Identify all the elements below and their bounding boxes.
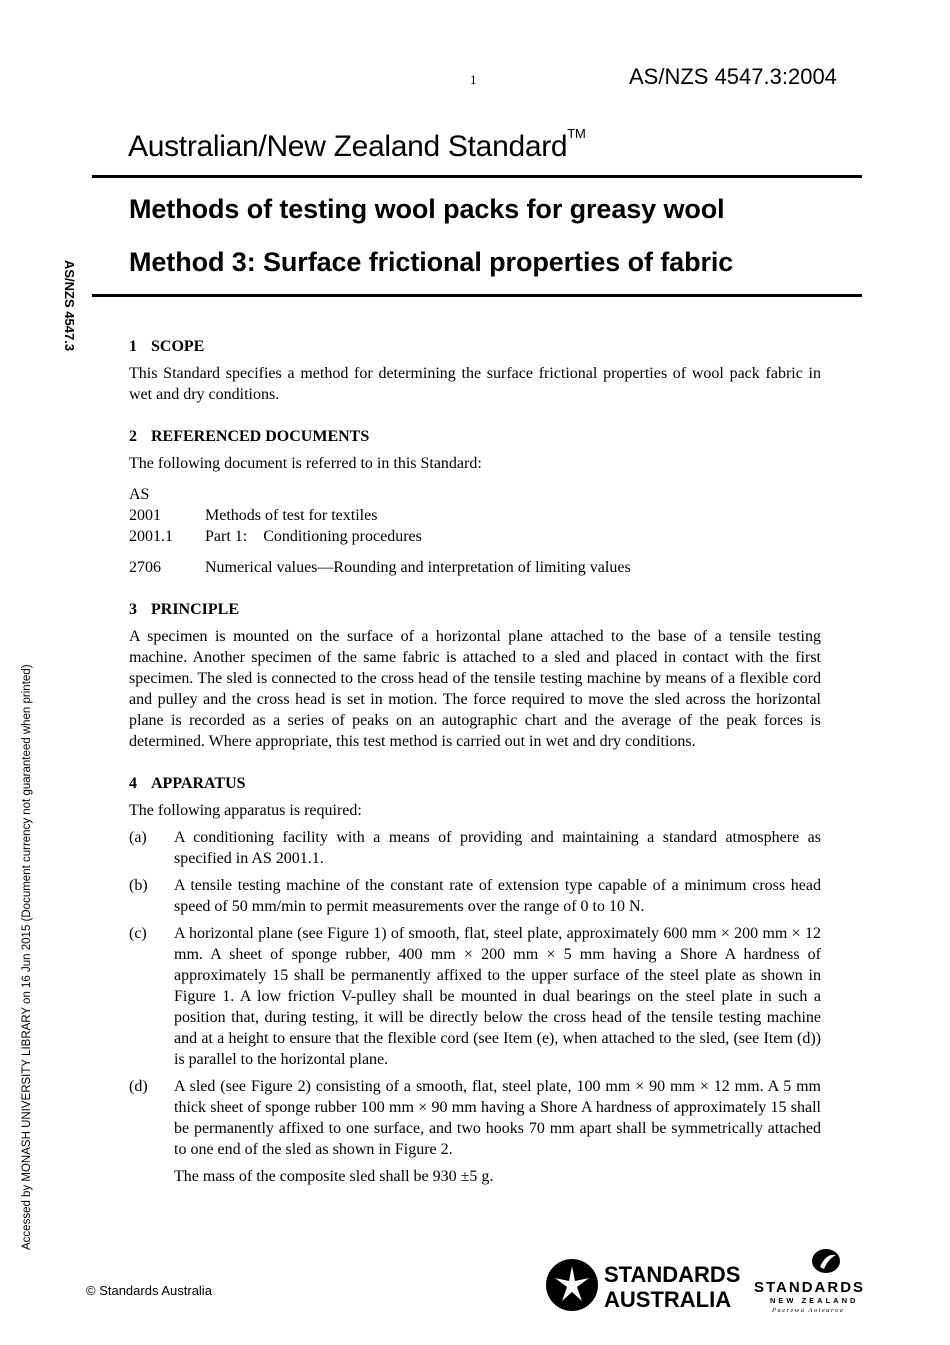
copyright-notice: © Standards Australia	[86, 1283, 212, 1298]
references-prefix: AS	[129, 486, 150, 503]
reference-item: 2001.1 Part 1: Conditioning procedures	[129, 528, 422, 545]
apparatus-item: (a) A conditioning facility with a means of providing and maintaining a standard atmosphere as specified in AS 2001.1.	[129, 829, 821, 867]
sa-logo-line1: STANDARDS	[604, 1262, 741, 1287]
page-number: 1	[470, 72, 477, 87]
section-heading-references: 2 REFERENCED DOCUMENTS	[129, 428, 370, 445]
trademark-mark: TM	[567, 126, 586, 141]
principle-text: A specimen is mounted on the surface of a horizontal plane attached to the base of a tensile testing machine. Another specimen of the same fabric is attached to a sled and placed in contact with the first specimen. The sled is connected to the cross head of the tensile testing machine by means of a flexible cord and pulley and the cross head is set in motion. The force required to move the sled across the horizontal plane is recorded as a series of peaks on an autographic chart and the average of the peak forces is determined. Where appropriate, this test method is carried out in wet and dry conditions.	[129, 628, 821, 750]
nz-logo-line2: NEW ZEALAND	[770, 1296, 859, 1305]
standards-australia-logo	[544, 1256, 744, 1314]
method-subtitle: Method 3: Surface frictional properties of fabric	[129, 247, 734, 277]
apparatus-intro: The following apparatus is required:	[129, 802, 362, 819]
nz-logo-line1: STANDARDS	[754, 1279, 866, 1296]
access-note: Accessed by MONASH UNIVERSITY LIBRARY on 16 Jun 2015 (Document currency not guaranteed when printed)	[21, 664, 33, 1250]
sled-mass-note: The mass of the composite sled shall be 930 ±5 g.	[174, 1168, 494, 1185]
section-heading-scope: 1 SCOPE	[129, 338, 205, 355]
bottom-rule	[92, 294, 862, 297]
margin-designation: AS/NZS 4547.3	[62, 260, 77, 352]
section-heading-principle: 3 PRINCIPLE	[129, 601, 240, 618]
apparatus-item: (b) A tensile testing machine of the constant rate of extension type capable of a minimum cross head speed of 50 mm/min to permit measurements over the range of 0 to 10 N.	[129, 877, 821, 915]
scope-text: This Standard specifies a method for determining the surface frictional properties of wool pack fabric in wet and dry conditions.	[129, 365, 821, 403]
reference-item: 2706 Numerical values—Rounding and interpretation of limiting values	[129, 559, 631, 576]
sa-logo-line2: AUSTRALIA	[604, 1287, 732, 1312]
section-heading-apparatus: 4 APPARATUS	[129, 775, 246, 792]
document-title: Methods of testing wool packs for greasy wool	[129, 194, 725, 224]
top-rule	[92, 175, 862, 178]
standard-type-heading	[128, 126, 586, 164]
standard-number: AS/NZS 4547.3:2004	[629, 64, 837, 89]
standards-new-zealand-logo	[754, 1245, 876, 1317]
document-body	[129, 336, 821, 1187]
reference-item: 2001 Methods of test for textiles	[129, 507, 378, 524]
references-intro: The following document is referred to in this Standard:	[129, 455, 482, 472]
apparatus-item: (d) A sled (see Figure 2) consisting of a smooth, flat, steel plate, 100 mm × 90 mm × 12 mm. A 5 mm thick sheet of sponge rubber 100 mm × 90 mm having a Shore A hardness of approximately 15 shall be permanently affixed to one surface, and two hooks 70 mm apart shall be symmetrically attached to one end of the sled as shown in Figure 2.	[129, 1078, 821, 1158]
standard-type-text: Australian/New Zealand Standard	[128, 130, 568, 163]
nz-logo-line3: Paerewa Aotearoa	[772, 1307, 845, 1314]
apparatus-item: (c) A horizontal plane (see Figure 1) of smooth, flat, steel plate, approximately 600 mm × 200 mm × 12 mm. A sheet of sponge rubber, 400 mm × 200 mm × 5 mm having a Shore A hardness of approximately 15 shall be permanently affixed to the upper surface of the steel plate as shown in Figure 1. A low friction V-pulley shall be mounted in dual bearings on the steel plate in such a position that, during testing, it will be directly below the cross head of the tensile testing machine and at a height to ensure that the flexible cord (see Item (e), when attached to the sled, (see Item (d)) is parallel to the horizontal plane.	[129, 925, 821, 1068]
